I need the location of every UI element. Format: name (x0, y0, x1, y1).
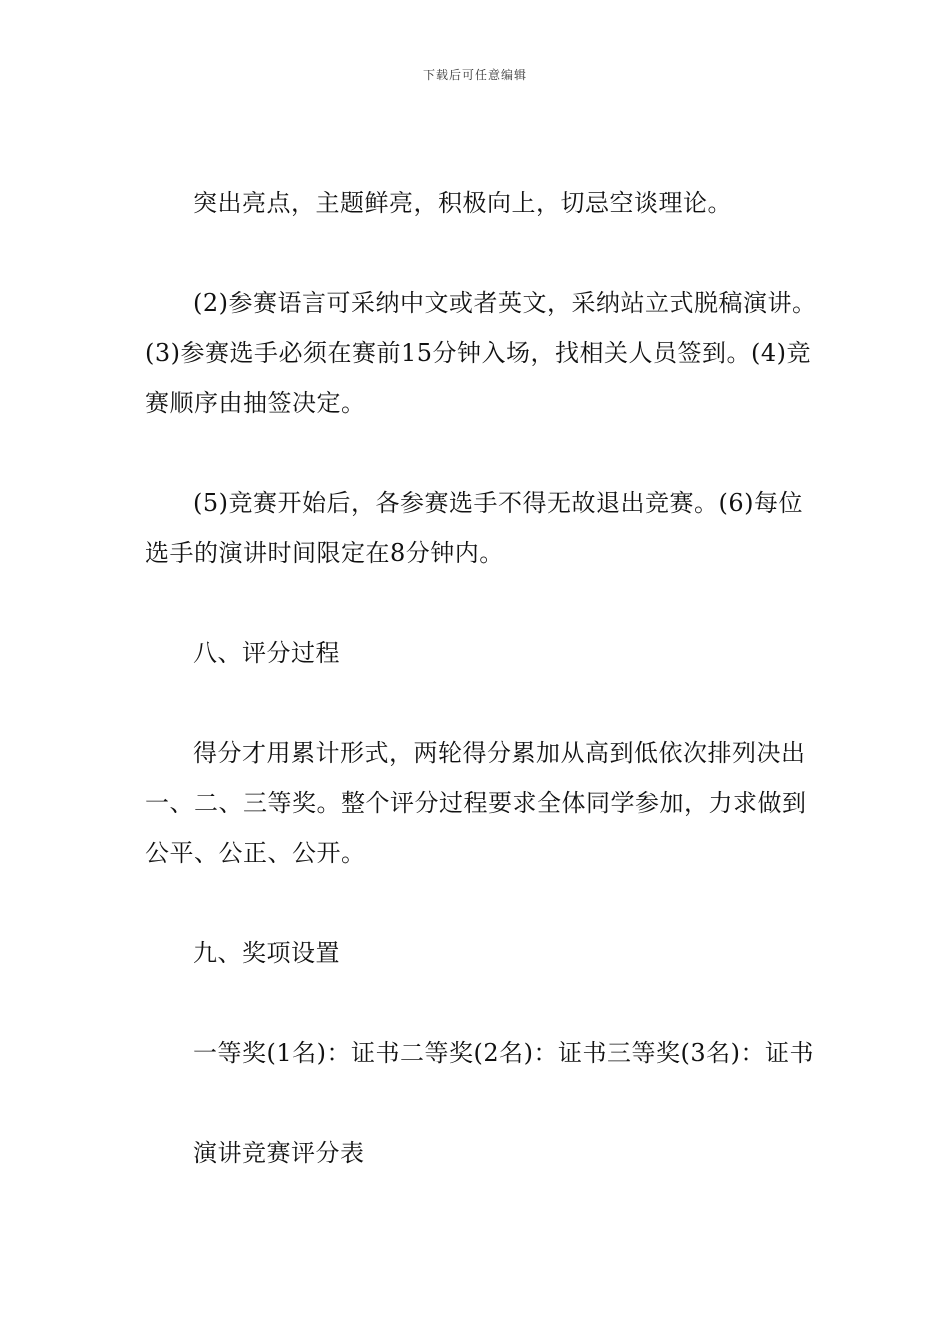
paragraph-gap (145, 578, 825, 628)
paragraph-gap (145, 878, 825, 928)
paragraph-gap (145, 1078, 825, 1128)
paragraph-rules-language: (2)参赛语言可采纳中文或者英文，采纳站立式脱稿演讲。(3)参赛选手必须在赛前15分钟入场，找相关人员签到。(4)竞赛顺序由抽签决定。 (145, 289, 817, 417)
paragraph-gap (145, 228, 825, 278)
section-heading-scoring: 八、评分过程 (193, 639, 340, 667)
paragraph-gap (145, 678, 825, 728)
section-heading-awards: 九、奖项设置 (193, 939, 340, 967)
document-body (145, 178, 825, 1178)
paragraph-gap (145, 428, 825, 478)
paragraph-highlight: 突出亮点，主题鲜亮，积极向上，切忌空谈理论。 (193, 189, 732, 217)
page-header-note: 下载后可任意编辑 (422, 68, 527, 82)
score-sheet-title: 演讲竞赛评分表 (193, 1139, 365, 1167)
paragraph-rules-time: (5)竞赛开始后，各参赛选手不得无故退出竞赛。(6)每位选手的演讲时间限定在8分钟内。 (145, 489, 803, 567)
paragraph-awards: 一等奖(1名)：证书二等奖(2名)：证书三等奖(3名)：证书 (193, 1039, 814, 1067)
paragraph-gap (145, 978, 825, 1028)
paragraph-scoring: 得分才用累计形式，两轮得分累加从高到低依次排列决出一、二、三等奖。整个评分过程要求全体同学参加，力求做到公平、公正、公开。 (145, 739, 807, 867)
